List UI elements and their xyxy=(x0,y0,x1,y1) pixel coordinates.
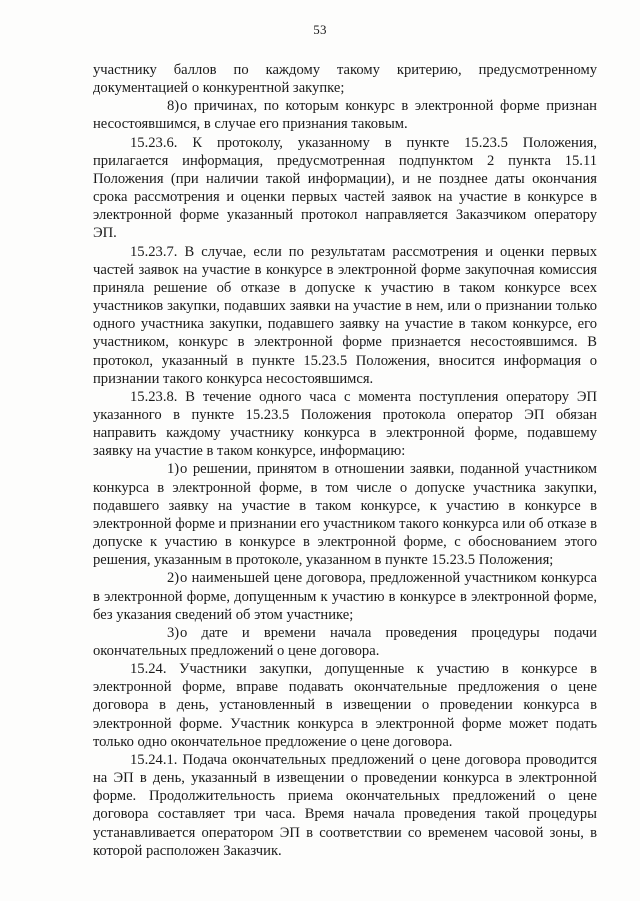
clause-15-23-7 xyxy=(93,243,597,388)
paragraph-text: о причинах, по которым конкурс в электронной форме признан несостоявшимся, в случае его признания таковым. xyxy=(93,98,597,133)
list-item-number: 1) xyxy=(167,461,180,478)
paragraph-text: 15.24.1. Подача окончательных предложений о цене договора проводится на ЭП в день, указанный в извещении о проведении конкурса в электронной форме. Продолжительность приема окончательных предложений о цене договора составляет три часа. Время начала проведения такой процедуры устанавливается оператором ЭП в соответствии со временем часовой зоны, в которой расположен Заказчик. xyxy=(93,751,597,859)
list-item-8 xyxy=(93,97,597,133)
clause-15-24 xyxy=(93,660,597,751)
paragraph-text: 15.23.7. В случае, если по результатам рассмотрения и оценки первых частей заявок на участие в конкурсе в электронной форме закупочная комиссия приняла решение об отказе в допуске к участию в таком конкурсе всех участников закупки, подавших заявки на участие в нем, или о признании только одного участника закупки, подавшего заявку на участие в таком конкурсе, его участником, конкурс в электронной форме признается несостоявшимся. В протокол, указанный в пункте 15.23.5 Положения, вносится информация о признании такого конкурса несостоявшимся. xyxy=(93,243,597,387)
paragraph-text: о наименьшей цене договора, предложенной участником конкурса в электронной форме, допущенным к участию в конкурсе в электронной форме, без указания сведений об этом участнике; xyxy=(93,570,597,623)
list-item-2 xyxy=(93,569,597,623)
page-number: 53 xyxy=(313,22,327,37)
list-item-1 xyxy=(93,460,597,569)
list-item-number: 3) xyxy=(167,624,180,641)
list-item-3 xyxy=(93,624,597,660)
clause-15-23-6 xyxy=(93,134,597,243)
clause-15-23-8 xyxy=(93,388,597,461)
paragraph-text: о решении, принятом в отношении заявки, поданной участником конкурса в электронной форме, в том числе о допуске участника закупки, подавшего заявку на участие в таком конкурсе, к участию в конкурсе в электронной форме и признании его участником такого конкурса или об отказе в допуске к участию в конкурсе в электронной форме, с обоснованием этого решения, указанным в протоколе, указанном в пункте 15.23.5 Положения; xyxy=(93,461,597,569)
paragraph-text: 15.23.8. В течение одного часа с момента поступления оператору ЭП указанного в пункте 15.23.5 Положения протокола оператор ЭП обязан направить каждому участнику конкурса в электронной форме, подавшему заявку на участие в таком конкурсе, информацию: xyxy=(93,388,597,460)
list-item-number: 2) xyxy=(167,570,180,587)
paragraph-text: участнику баллов по каждому такому критерию, предусмотренному документацией о конкурентной закупке; xyxy=(93,62,597,97)
clause-15-24-1 xyxy=(93,751,597,860)
list-item-number: 8) xyxy=(167,98,180,115)
paragraph-text: 15.23.6. К протоколу, указанному в пункте 15.23.5 Положения, прилагается информация, предусмотренная подпунктом 2 пункта 15.11 Положения (при наличии такой информации), и не позднее даты окончания срока рассмотрения и оценки первых частей заявок на участие в конкурсе в электронной форме указанный протокол направляется Заказчиком оператору ЭП. xyxy=(93,134,597,242)
paragraph xyxy=(93,61,597,97)
paragraph-text: о дате и времени начала проведения процедуры подачи окончательных предложений о цене договора. xyxy=(93,624,597,659)
document-body xyxy=(93,61,597,860)
paragraph-text: 15.24. Участники закупки, допущенные к участию в конкурсе в электронной форме, вправе подавать окончательные предложения о цене договора в день, установленный в извещении о проведении конкурса в электронной форме. Участник конкурса в электронной форме может подать только одно окончательное предложение о цене договора. xyxy=(93,661,597,750)
